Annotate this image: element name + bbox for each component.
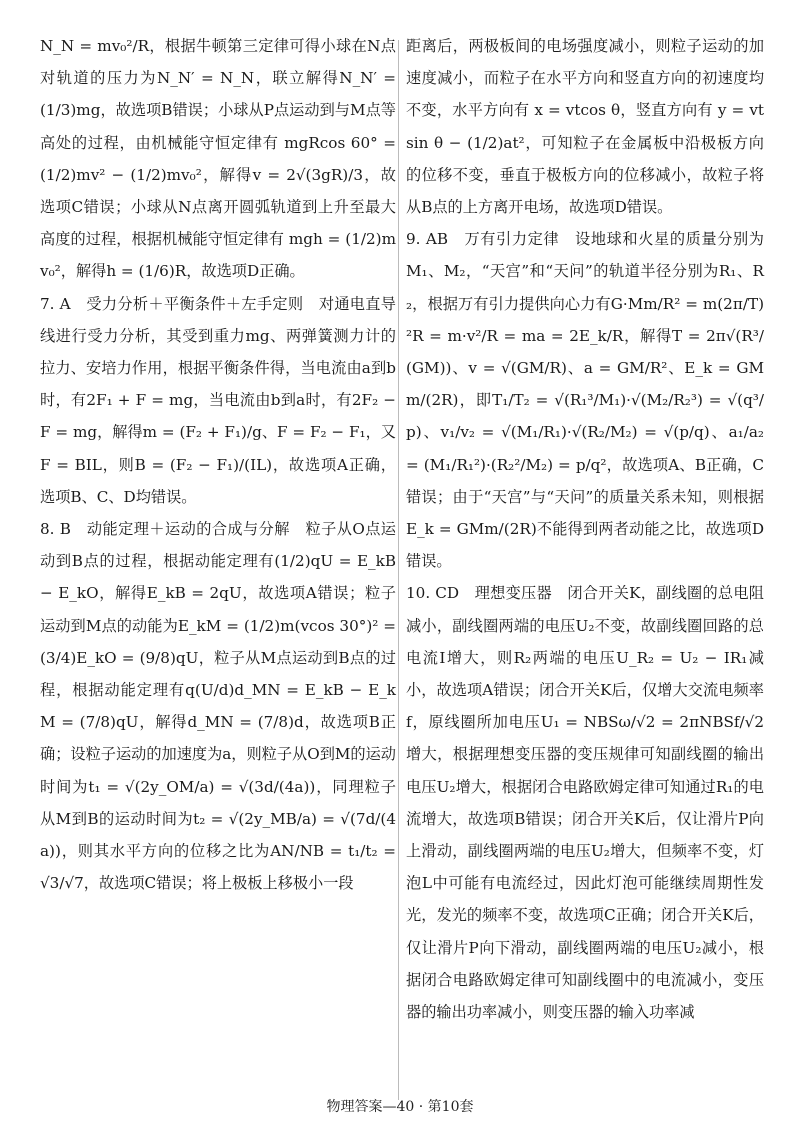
- paragraph-q7: 7. A 受力分析＋平衡条件＋左手定则 对通电直导线进行受力分析，其受到重力mg、两弹簧测力计的拉力、安培力作用，根据平衡条件得，当电流由a到b时，有2F₁ + F = mg，当电流由b到a时，有2F₂ − F = mg，解得m = (F₂ + F₁)/g、F = F₂ − F₁，又F = BIL，则B = (F₂ − F₁)/(IL)，故选项A正确，选项B、C、D均错误。: [40, 294, 396, 506]
- column-divider: [398, 40, 399, 1100]
- paragraph-q6-continued: N_N = mv₀²/R，根据牛顿第三定律可得小球在N点对轨道的压力为N_N′ = N_N，联立解得N_N′ = (1/3)mg，故选项B错误；小球从P点运动到与M点等高处的过程，由机械能守恒定律有 mgRcos 60° = (1/2)mv² − (1/2)mv₀²，解得v = 2√(3gR)/3，故选项C错误；小球从N点离开圆弧轨道到上升至最大高度的过程，根据机械能守恒定律有 mgh = (1/2)mv₀²，解得h = (1/6)R，故选项D正确。: [40, 37, 396, 281]
- paragraph-q10: 10. CD 理想变压器 闭合开关K，副线圈的总电阻减小，副线圈两端的电压U₂不变，故副线圈回路的总电流I增大，则R₂两端的电压U_R₂ = U₂ − IR₁减小，故选项A错误；闭合开关K后，仅增大交流电频率f，原线圈所加电压U₁ = NBSω/√2 = 2πNBSf/√2增大，根据理想变压器的变压规律可知副线圈的输出电压U₂增大，根据闭合电路欧姆定律可知通过R₁的电流增大，故选项B错误；闭合开关K后，仅让滑片P向上滑动，副线圈两端的电压U₂增大，但频率不变，灯泡L中可能有电流经过，因此灯泡可能继续周期性发光，发光的频率不变，故选项C正确；闭合开关K后，仅让滑片P向下滑动，副线圈两端的电压U₂减小，根据闭合电路欧姆定律可知副线圈中的电流减小，变压器的输出功率减小，则变压器的输入功率减: [406, 584, 764, 1022]
- paragraph-q8-continued: 距离后，两极板间的电场强度减小，则粒子运动的加速度减小，而粒子在水平方向和竖直方向的初速度均不变，水平方向有 x = vtcos θ，竖直方向有 y = vtsin θ − (1/2)at²，可知粒子在金属板中沿极板方向的位移不变，垂直于极板方向的位移减小，故粒子将从B点的上方离开电场，故选项D错误。: [406, 37, 764, 217]
- paragraph-q9: 9. AB 万有引力定律 设地球和火星的质量分别为M₁、M₂，“天宫”和“天问”的轨道半径分别为R₁、R₂，根据万有引力提供向心力有G·Mm/R² = m(2π/T)²R = m·v²/R = ma = 2E_k/R，解得T = 2π√(R³/(GM))、v = √(GM/R)、a = GM/R²、E_k = GMm/(2R)，即T₁/T₂ = √(R₁³/M₁)·√(M₂/R₂³) = √(q³/p)、v₁/v₂ = √(M₁/R₁)·√(R₂/M₂) = √(p/q)、a₁/a₂ = (M₁/R₁²)·(R₂²/M₂) = p/q²，故选项A、B正确，C错误；由于“天宫”与“天问”的质量关系未知，则根据E_k = GMm/(2R)不能得到两者动能之比，故选项D错误。: [406, 230, 764, 571]
- page-footer: 物理答案—40 · 第10套: [326, 1099, 474, 1115]
- right-column: [406, 30, 764, 1028]
- paragraph-q8: 8. B 动能定理＋运动的合成与分解 粒子从O点运动到B点的过程，根据动能定理有(1/2)qU = E_kB − E_kO，解得E_kB = 2qU，故选项A错误；粒子运动到M点的动能为E_kM = (1/2)m(vcos 30°)² = (3/4)E_kO = (9/8)qU，粒子从M点运动到B点的过程，根据动能定理有q(U/d)d_MN = E_kB − E_kM = (7/8)qU，解得d_MN = (7/8)d，故选项B正确；设粒子运动的加速度为a，则粒子从O到M的运动时间为t₁ = √(2y_OM/a) = √(3d/(4a))，同理粒子从M到B的运动时间为t₂ = √(2y_MB/a) = √(7d/(4a))，则其水平方向的位移之比为AN/NB = t₁/t₂ = √3/√7，故选项C错误；将上极板上移极小一段: [40, 520, 396, 893]
- left-column: [40, 30, 396, 899]
